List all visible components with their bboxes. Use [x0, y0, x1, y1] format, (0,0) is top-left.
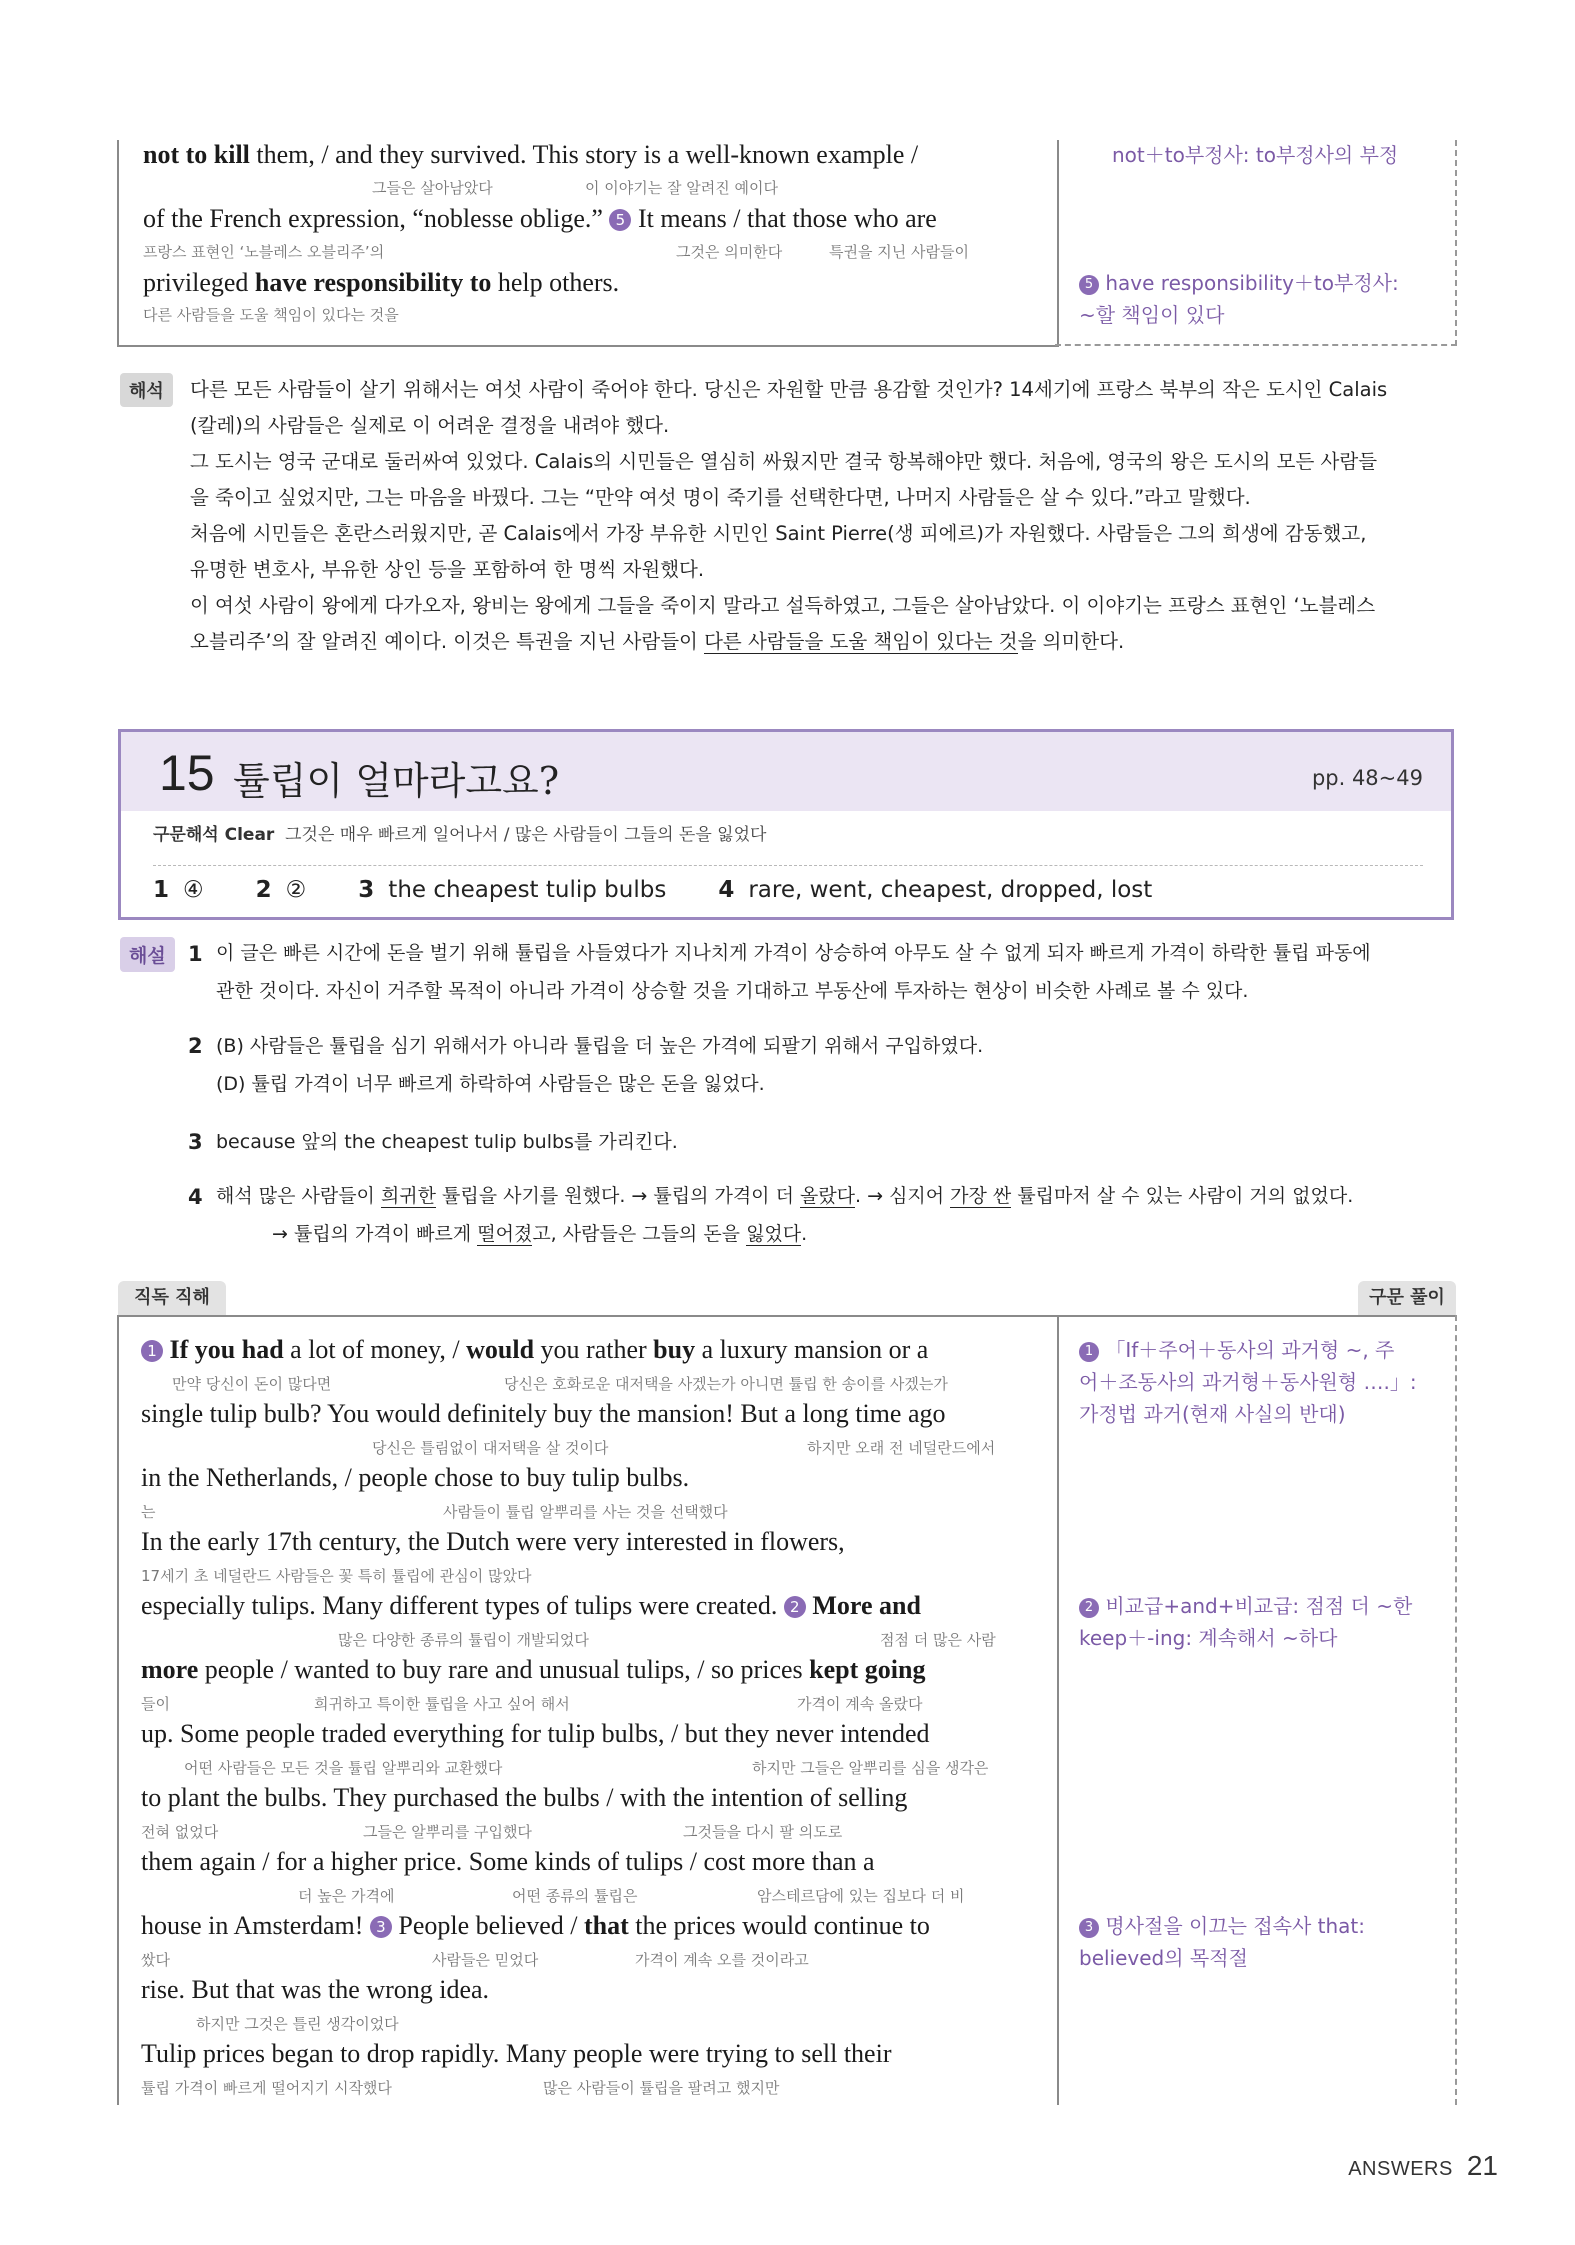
- item-number: 2: [188, 1034, 203, 1058]
- gloss: 그들은 알뿌리를 구입했다: [363, 1823, 532, 1841]
- explanation-text: 해석 많은 사람들이 희귀한 튤립을 사기를 원했다. → 튤립의 가격이 더 올랐다. → 심지어 가장 싼 튤립마저 살 수 있는 사람이 거의 없었다. → 튤립의 가격이 빠르게 떨어졌고, 사람들은 그들의 돈을 잃었다.: [216, 1185, 1354, 1245]
- page-footer: [1348, 2150, 1498, 2182]
- gloss: 희귀하고 특이한 튤립을 사고 싶어 해서: [314, 1695, 570, 1713]
- answer-header: [121, 732, 1451, 811]
- sentence-number-badge: 1: [141, 1340, 163, 1362]
- gloss: 특권을 지닌 사람들이: [829, 243, 969, 261]
- explanation-text: (B) 사람들은 튤립을 심기 위해서가 아니라 튤립을 더 높은 가격에 되팔기 위해서 구입하였다. (D) 튤립 가격이 너무 빠르게 하락하여 사람들은 많은 돈을 잃었다.: [216, 1035, 984, 1095]
- gloss: 그것은 의미한다: [676, 243, 783, 261]
- gloss: 더 높은 가격에: [298, 1887, 395, 1905]
- gloss: 가격이 계속 오를 것이라고: [635, 1951, 809, 1969]
- reading-line: up. Some people traded everything for tulip bulbs, / but they never intended: [141, 1719, 930, 1748]
- gloss: 17세기 초 네덜란드 사람들은 꽃 특히 튤립에 관심이 많았다: [141, 1567, 532, 1585]
- explanation-text: because 앞의 the cheapest tulip bulbs를 가리킨다.: [216, 1131, 678, 1153]
- gloss: 다른 사람들을 도울 책임이 있다는 것을: [143, 306, 399, 324]
- sentence-number-badge: 5: [609, 209, 631, 231]
- gloss: 당신은 틀림없이 대저택을 살 것이다: [372, 1439, 609, 1457]
- note-number-badge: 1: [1079, 1342, 1099, 1362]
- footer-label: ANSWERS: [1348, 2158, 1453, 2180]
- grammar-note: not＋to부정사: to부정사의 부정: [1112, 143, 1399, 167]
- reading-line: in the Netherlands, / people chose to buy tulip bulbs.: [141, 1463, 690, 1492]
- gloss: 하지만 그것은 틀린 생각이었다: [196, 2015, 399, 2033]
- explanation-text: 이 글은 빠른 시간에 돈을 벌기 위해 튤립을 사들였다가 지나치게 가격이 상승하여 아무도 살 수 없게 되자 빠르게 가격이 하락한 튤립 파동에 관한 것이다. 자신이 거주할 목적이 아니라 가격이 상승할 것을 기대하고 부동산에 투자하는 현상이 비슷한 사례로 볼 수 있다.: [216, 942, 1371, 1002]
- reading-line: especially tulips. Many different types of tulips were created. 2 More and: [141, 1591, 921, 1620]
- tab-grammar-notes: 구문 풀이: [1358, 1281, 1456, 1315]
- sentence-number-badge: 2: [784, 1596, 806, 1618]
- gloss: 그것들을 다시 팔 의도로: [683, 1823, 843, 1841]
- reading-line: of the French expression, “noblesse oblige.” 5 It means / that those who are: [143, 204, 937, 233]
- gloss: 사람들이 튤립 알뿌리를 사는 것을 선택했다: [443, 1503, 728, 1521]
- page-range: pp. 48~49: [1311, 766, 1423, 790]
- answer-box: [118, 729, 1454, 920]
- gloss: 어떤 사람들은 모든 것을 튤립 알뿌리와 교환했다: [184, 1759, 503, 1777]
- note-number-badge: 3: [1079, 1918, 1099, 1938]
- divider: [153, 865, 1423, 866]
- gloss: 쌌다: [141, 1951, 170, 1969]
- gloss: 하지만 오래 전 네덜란드에서: [807, 1439, 996, 1457]
- grammar-note: 3 명사절을 이끄는 접속사 that: believed의 목적절: [1079, 1914, 1365, 1970]
- reading-line: house in Amsterdam! 3 People believed / that the prices would continue to: [141, 1911, 930, 1940]
- gloss: 당신은 호화로운 대저택을 사겠는가 아니면 튤립 한 송이를 사겠는가: [504, 1375, 948, 1393]
- grammar-note: 1 「If＋주어＋동사의 과거형 ~, 주 어＋조동사의 과거형＋동사원형 ….」: 가정법 과거(현재 사실의 반대): [1079, 1338, 1417, 1426]
- unit-number: 15: [159, 745, 215, 801]
- gloss: 튤립 가격이 빠르게 떨어지기 시작했다: [141, 2079, 392, 2097]
- reading-line: Tulip prices began to drop rapidly. Many people were trying to sell their: [141, 2039, 892, 2068]
- gloss: 암스테르담에 있는 집보다 더 비: [757, 1887, 965, 1905]
- item-number: 3: [188, 1130, 203, 1154]
- gloss: 하지만 그들은 알뿌리를 심을 생각은: [752, 1759, 989, 1777]
- gloss: 어떤 종류의 튤립은: [512, 1887, 638, 1905]
- explanation-tag: 해설: [120, 937, 175, 972]
- translation-text: 다른 모든 사람들이 살기 위해서는 여섯 사람이 죽어야 한다. 당신은 자원할 만큼 용감할 것인가? 14세기에 프랑스 북부의 작은 도시인 Calais (칼레)의 사람들은 실제로 이 어려운 결정을 내려야 했다. 그 도시는 영국 군대로 둘러싸여 있었다. Calais의 시민들은 열심히 싸웠지만 결국 항복해야만 했다. 처음에, 영국의 왕은 도시의 모든 사람들 을 죽이고 싶었지만, 그는 마음을 바꿨다. 그는 “만약 여섯 명이 죽기를 선택한다면, 나머지 사람들은 살 수 있다.”라고 말했다. 처음에 시민들은 혼란스러웠지만, 곧 Calais에서 가장 부유한 시민인 Saint Pierre(생 피에르)가 자원했다. 사람들은 그의 희생에 감동했고, 유명한 변호사, 부유한 상인 등을 포함하여 한 명씩 자원했다. 이 여섯 사람이 왕에게 다가오자, 왕비는 왕에게 그들을 죽이지 말라고 설득하였고, 그들은 살아남았다. 이 이야기는 프랑스 표현인 ‘노블레스 오블리주’의 잘 알려진 예이다. 이것은 특권을 지닌 사람들이 다른 사람들을 도울 책임이 있다는 것을 의미한다.: [190, 378, 1388, 653]
- unit-title: 튤립이 얼마라고요?: [233, 759, 560, 803]
- tab-direct-reading: 직독 직해: [118, 1281, 226, 1315]
- grammar-note: 5 have responsibility＋to부정사: ~할 책임이 있다: [1079, 271, 1399, 327]
- gloss: 들이: [141, 1695, 170, 1713]
- item-number: 4: [188, 1185, 203, 1209]
- gloss: 프랑스 표현인 ‘노블레스 오블리주’의: [143, 243, 385, 261]
- gloss: 는: [141, 1503, 156, 1521]
- reading-line: not to kill them, / and they survived. This story is a well-known example /: [143, 140, 919, 169]
- gloss: 이 이야기는 잘 알려진 예이다: [585, 179, 778, 197]
- reading-line: privileged have responsibility to help others.: [143, 268, 620, 297]
- gloss: 사람들은 믿었다: [432, 1951, 539, 1969]
- reading-line: rise. But that was the wrong idea.: [141, 1975, 490, 2004]
- clear-line: 구문해석 Clear 그것은 매우 빠르게 일어나서 / 많은 사람들이 그들의 돈을 잃었다: [153, 825, 767, 845]
- reading-line: them again / for a higher price. Some kinds of tulips / cost more than a: [141, 1847, 875, 1876]
- gloss: 많은 사람들이 튤립을 팔려고 했지만: [543, 2079, 780, 2097]
- reading-line: single tulip bulb? You would definitely buy the mansion! But a long time ago: [141, 1399, 946, 1428]
- reading-line: In the early 17th century, the Dutch were very interested in flowers,: [141, 1527, 845, 1556]
- gloss: 많은 다양한 종류의 튤립이 개발되었다: [338, 1631, 589, 1649]
- sentence-number-badge: 3: [370, 1916, 392, 1938]
- note-number-badge: 5: [1079, 275, 1099, 295]
- reading-line: more people / wanted to buy rare and unusual tulips, / so prices kept going: [141, 1655, 926, 1684]
- reading-line: 1 If you had a lot of money, / would you rather buy a luxury mansion or a: [141, 1335, 928, 1365]
- page-number: 21: [1466, 2150, 1498, 2181]
- gloss: 그들은 살아남았다: [372, 179, 493, 197]
- grammar-notes-bottom: [1055, 1315, 1457, 2105]
- note-number-badge: 2: [1079, 1598, 1099, 1618]
- item-number: 1: [188, 942, 203, 966]
- gloss: 점점 더 많은 사람: [880, 1631, 996, 1649]
- gloss: 전혀 없었다: [141, 1823, 219, 1841]
- answer-list: 1 ④ 2 ② 3 the cheapest tulip bulbs 4 rare, went, cheapest, dropped, lost: [153, 877, 1153, 903]
- gloss: 가격이 계속 올랐다: [797, 1695, 923, 1713]
- gloss: 만약 당신이 돈이 많다면: [172, 1375, 332, 1393]
- grammar-note: 2 비교급+and+비교급: 점점 더 ~한 keep＋-ing: 계속해서 ~하다: [1079, 1594, 1413, 1650]
- reading-line: to plant the bulbs. They purchased the bulbs / with the intention of selling: [141, 1783, 908, 1812]
- translation-tag: 해석: [120, 373, 173, 407]
